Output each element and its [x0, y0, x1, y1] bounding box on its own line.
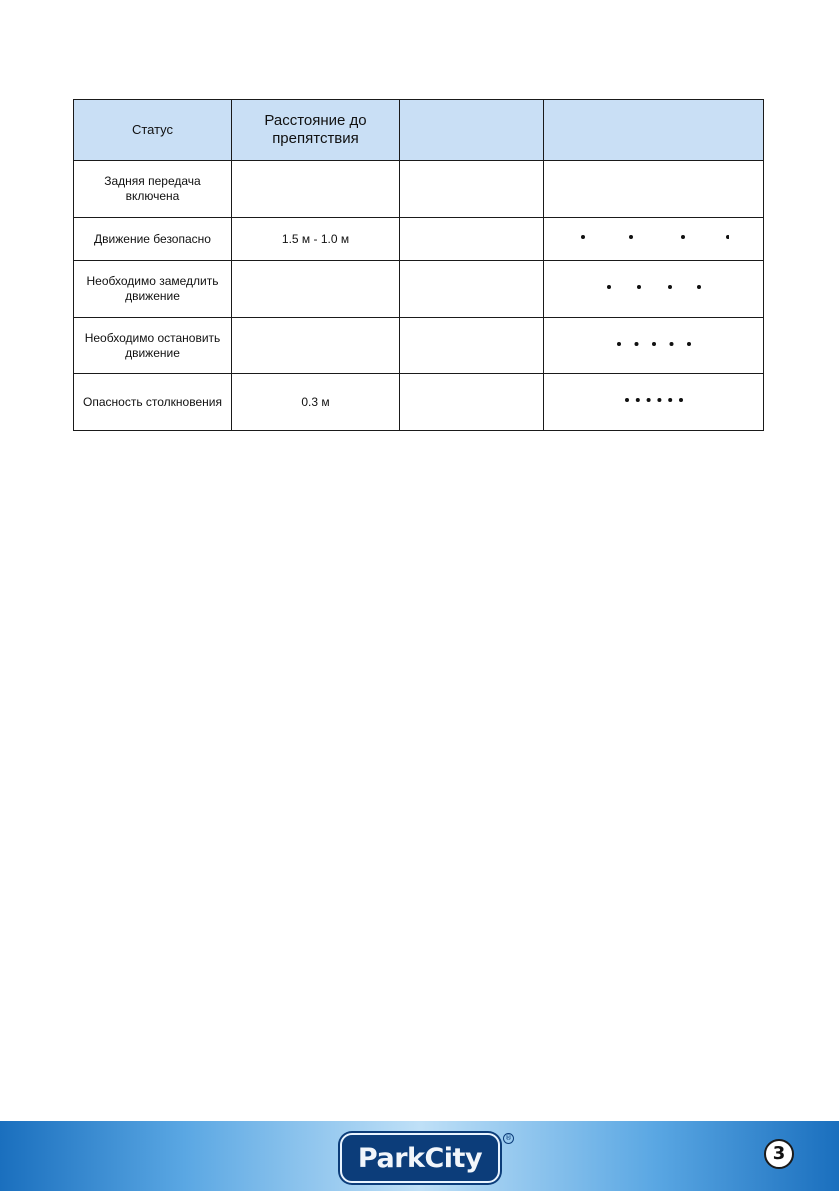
beep-dots	[615, 338, 693, 350]
table-row	[74, 374, 764, 431]
distance-cell: 0.3 м	[232, 374, 400, 431]
beep-dots	[605, 281, 703, 293]
beep-dot	[669, 342, 673, 346]
column-3-cell	[400, 374, 544, 431]
table-row	[74, 161, 764, 218]
beep-dot	[679, 398, 683, 402]
status-cell: Необходимо замедлить движение	[74, 261, 232, 318]
beep-dots	[623, 394, 685, 406]
distance-cell: 1.5 м - 1.0 м	[232, 218, 400, 261]
header-distance: Расстояние до препятствия	[232, 100, 400, 161]
beep-dot	[668, 285, 672, 289]
page-number: 3	[764, 1139, 794, 1169]
status-cell: Задняя передача включена	[74, 161, 232, 218]
beep-dots	[579, 231, 729, 243]
status-cell: Движение безопасно	[74, 218, 232, 261]
beep-dot	[726, 235, 729, 239]
beep-pattern-cell	[544, 218, 764, 261]
beep-dot	[668, 398, 672, 402]
beep-dot	[617, 342, 621, 346]
registered-mark: ®	[505, 1134, 512, 1142]
page-footer	[0, 1121, 839, 1191]
column-3-cell	[400, 318, 544, 374]
distance-cell	[232, 318, 400, 374]
column-3-cell	[400, 261, 544, 318]
column-3-cell	[400, 218, 544, 261]
header-status: Статус	[74, 100, 232, 161]
beep-dot	[635, 398, 639, 402]
beep-pattern-cell	[544, 374, 764, 431]
table-row	[74, 218, 764, 261]
beep-dot	[697, 285, 701, 289]
beep-dot	[646, 398, 650, 402]
beep-pattern-cell	[544, 161, 764, 218]
beep-dot	[652, 342, 656, 346]
logo-text: ParkCity	[357, 1142, 483, 1174]
table-header-row	[74, 100, 764, 161]
status-cell: Необходимо остановить движение	[74, 318, 232, 374]
beep-dot	[637, 285, 641, 289]
distance-cell	[232, 261, 400, 318]
distance-cell	[232, 161, 400, 218]
column-3-cell	[400, 161, 544, 218]
beep-pattern-cell	[544, 261, 764, 318]
status-cell: Опасность столкновения	[74, 374, 232, 431]
header-column-3	[400, 100, 544, 161]
header-column-4	[544, 100, 764, 161]
status-table	[73, 99, 764, 431]
parkcity-logo	[340, 1133, 500, 1183]
beep-dot	[687, 342, 691, 346]
beep-dot	[634, 342, 638, 346]
beep-dot	[581, 235, 585, 239]
beep-dot	[681, 235, 685, 239]
beep-dot	[625, 398, 629, 402]
beep-dot	[657, 398, 661, 402]
beep-pattern-cell	[544, 318, 764, 374]
table-row	[74, 261, 764, 318]
beep-dot	[629, 235, 633, 239]
beep-dot	[607, 285, 611, 289]
table-row	[74, 318, 764, 374]
